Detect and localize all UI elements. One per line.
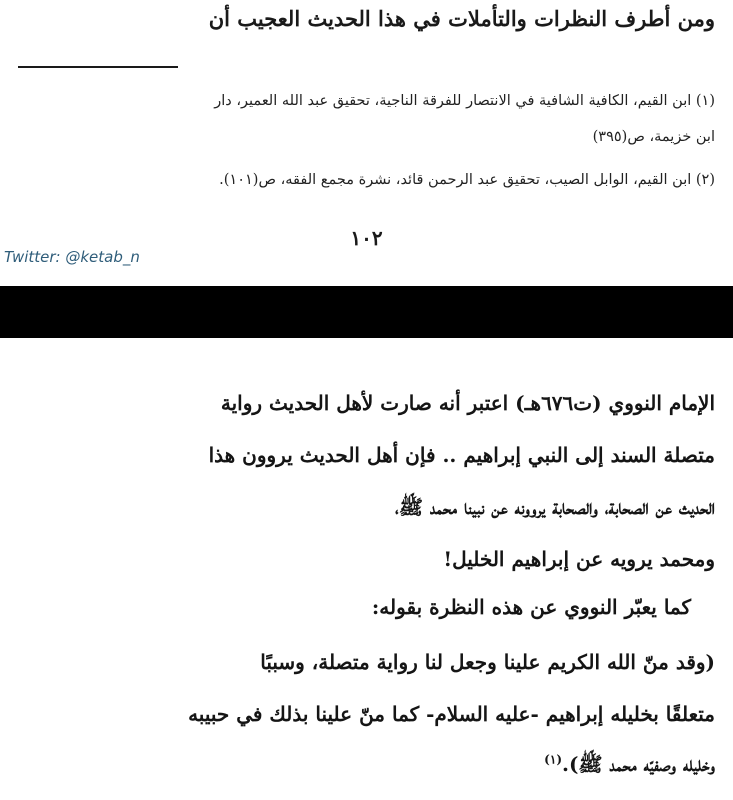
quote-line-1: (وقد منّ الله الكريم علينا وجعل لنا رواية متصلة، وسببًا <box>260 650 715 674</box>
footnote-2: (٢) ابن القيم، الوابل الصيب، تحقيق عبد الرحمن قائد، نشرة مجمع الفقه، ص(١٠١). <box>219 172 715 188</box>
body-line-1: الإمام النووي (ت٦٧٦هـ) اعتبر أنه صارت لأهل الحديث رواية <box>220 391 715 415</box>
upper-page-fragment <box>0 0 733 286</box>
body-line-3: الحديث عن الصحابة، والصحابة يروونه عن نبينا محمد ﷺ، <box>395 495 715 519</box>
quote-line-2: متعلقًا بخليله إبراهيم -عليه السلام- كما منّ علينا بذلك في حبيبه <box>188 702 715 726</box>
quote-line-3-text: وخليله وصفيّه محمد ﷺ). <box>562 752 715 776</box>
body-line-5: كما يعبّر النووي عن هذه النظرة بقوله: <box>371 595 691 619</box>
body-line-4: ومحمد يرويه عن إبراهيم الخليل! <box>443 547 715 571</box>
twitter-watermark: Twitter: @ketab_n <box>4 248 140 266</box>
black-separator-band <box>0 286 733 338</box>
footnote-divider <box>18 66 178 68</box>
body-line-2: متصلة السند إلى النبي إبراهيم .. فإن أهل الحديث يروون هذا <box>208 443 715 467</box>
quote-line-3 <box>544 752 715 781</box>
footnote-1-line-1: (١) ابن القيم، الكافية الشافية في الانتصار للفرقة الناجية، تحقيق عبد الله العمير، دار <box>214 93 715 109</box>
page-number: ١٠٢ <box>350 226 383 250</box>
footnote-reference: (١) <box>544 752 562 767</box>
footnote-1-line-2: ابن خزيمة، ص(٣٩٥) <box>592 129 715 145</box>
upper-body-line: ومن أطرف النظرات والتأملات في هذا الحديث العجيب أن <box>208 6 715 31</box>
